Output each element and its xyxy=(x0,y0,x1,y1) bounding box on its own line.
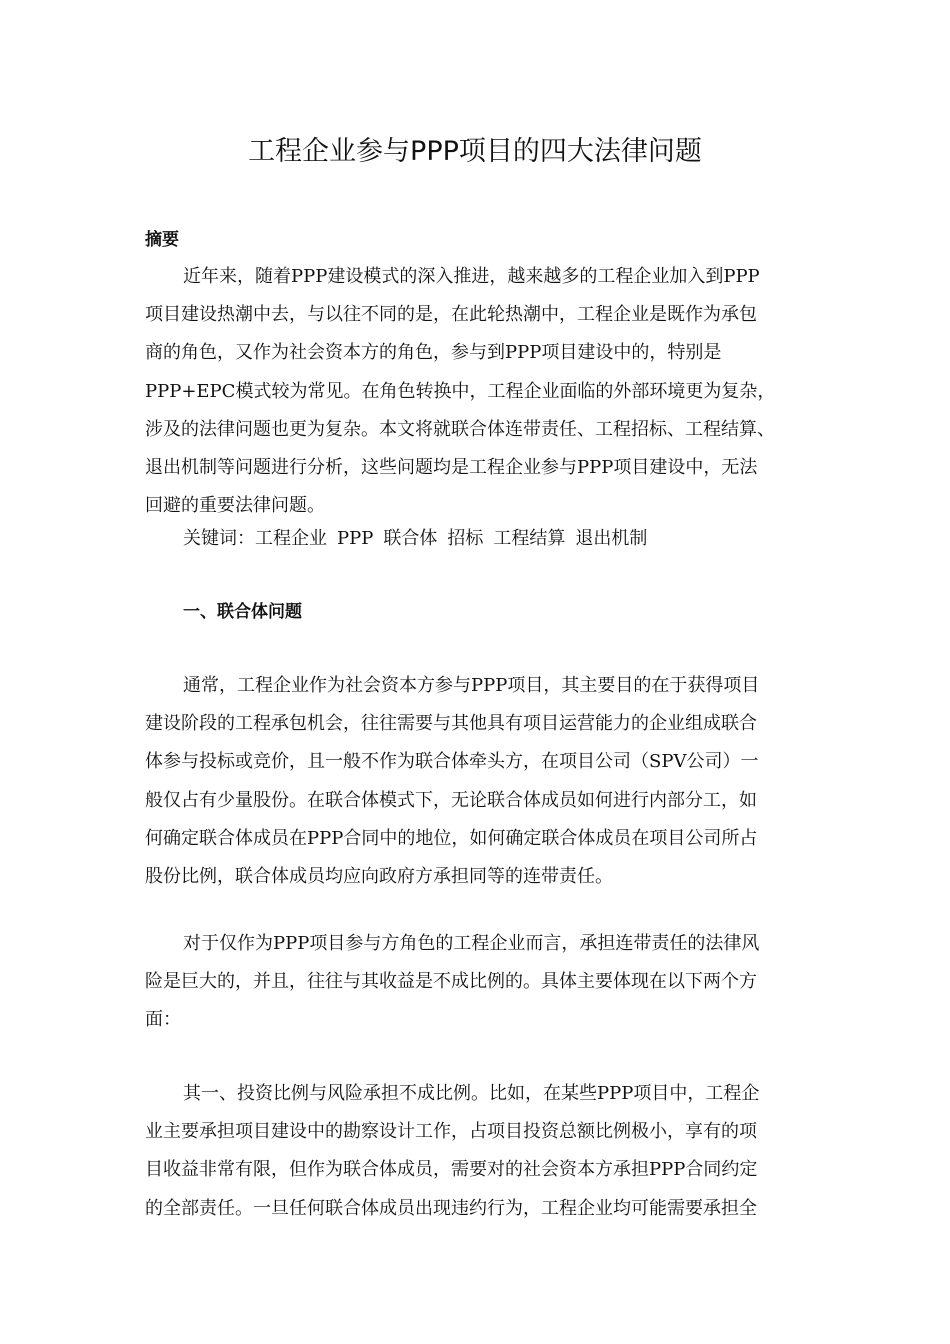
keywords-line xyxy=(183,523,657,555)
paragraph-line: 回避的重要法律问题。 xyxy=(145,495,325,517)
document-title: 工程企业参与PPP项目的四大法律问题 xyxy=(248,136,702,167)
paragraph-line: 项目建设热潮中去，与以往不同的是，在此轮热潮中，工程企业是既作为承包 xyxy=(145,304,757,326)
paragraph-line: 面： xyxy=(145,1009,181,1031)
paragraph-line: 退出机制等问题进行分析，这些问题均是工程企业参与PPP项目建设中，无法 xyxy=(145,456,758,478)
keyword: 工程结算 xyxy=(493,528,566,549)
abstract-heading: 摘要 xyxy=(145,230,179,250)
paragraph-line: 的全部责任。一旦任何联合体成员出现违约行为，工程企业均可能需要承担全 xyxy=(145,1197,757,1219)
keyword: 招标 xyxy=(447,528,484,549)
paragraph-line: PPP+EPC模式较为常见。在角色转换中，工程企业面临的外部环境更为复杂， xyxy=(145,380,776,402)
section-paragraph xyxy=(145,667,825,896)
abstract-paragraph xyxy=(145,258,825,525)
keywords-label: 关键词： xyxy=(183,528,255,549)
keyword: 退出机制 xyxy=(575,528,648,549)
paragraph-line: 般仅占有少量股份。在联合体模式下，无论联合体成员如何进行内部分工，如 xyxy=(145,789,757,811)
paragraph-line: 商的角色，又作为社会资本方的角色，参与到PPP项目建设中的，特别是 xyxy=(145,342,722,364)
paragraph-line: 目收益非常有限，但作为联合体成员，需要对的社会资本方承担PPP合同约定 xyxy=(145,1159,758,1181)
paragraph-line: 近年来，随着PPP建设模式的深入推进，越来越多的工程企业加入到PPP xyxy=(183,266,760,287)
paragraph-line: 险是巨大的，并且，往往与其收益是不成比例的。具体主要体现在以下两个方 xyxy=(145,971,757,993)
keyword: PPP xyxy=(337,528,374,549)
section-heading: 一、联合体问题 xyxy=(183,602,302,622)
paragraph-line: 其一、投资比例与风险承担不成比例。比如，在某些PPP项目中，工程企 xyxy=(183,1083,760,1104)
keyword: 工程企业 xyxy=(255,528,327,549)
section-paragraph xyxy=(145,925,825,1040)
paragraph-line: 涉及的法律问题也更为复杂。本文将就联合体连带责任、工程招标、工程结算、 xyxy=(145,418,775,440)
keyword: 联合体 xyxy=(383,528,438,549)
paragraph-line: 建设阶段的工程承包机会，往往需要与其他具有项目运营能力的企业组成联合 xyxy=(145,713,757,735)
paragraph-line: 何确定联合体成员在PPP合同中的地位，如何确定联合体成员在项目公司所占 xyxy=(145,827,758,849)
paragraph-line: 对于仅作为PPP项目参与方角色的工程企业而言，承担连带责任的法律风 xyxy=(183,933,760,954)
section-paragraph xyxy=(145,1075,825,1228)
paragraph-line: 业主要承担项目建设中的勘察设计工作，占项目投资总额比例极小，享有的项 xyxy=(145,1121,757,1143)
paragraph-line: 股份比例，联合体成员均应向政府方承担同等的连带责任。 xyxy=(145,865,613,887)
paragraph-line: 体参与投标或竞价，且一般不作为联合体牵头方，在项目公司（SPV公司）一 xyxy=(145,751,759,773)
paragraph-line: 通常，工程企业作为社会资本方参与PPP项目，其主要目的在于获得项目 xyxy=(183,675,760,696)
